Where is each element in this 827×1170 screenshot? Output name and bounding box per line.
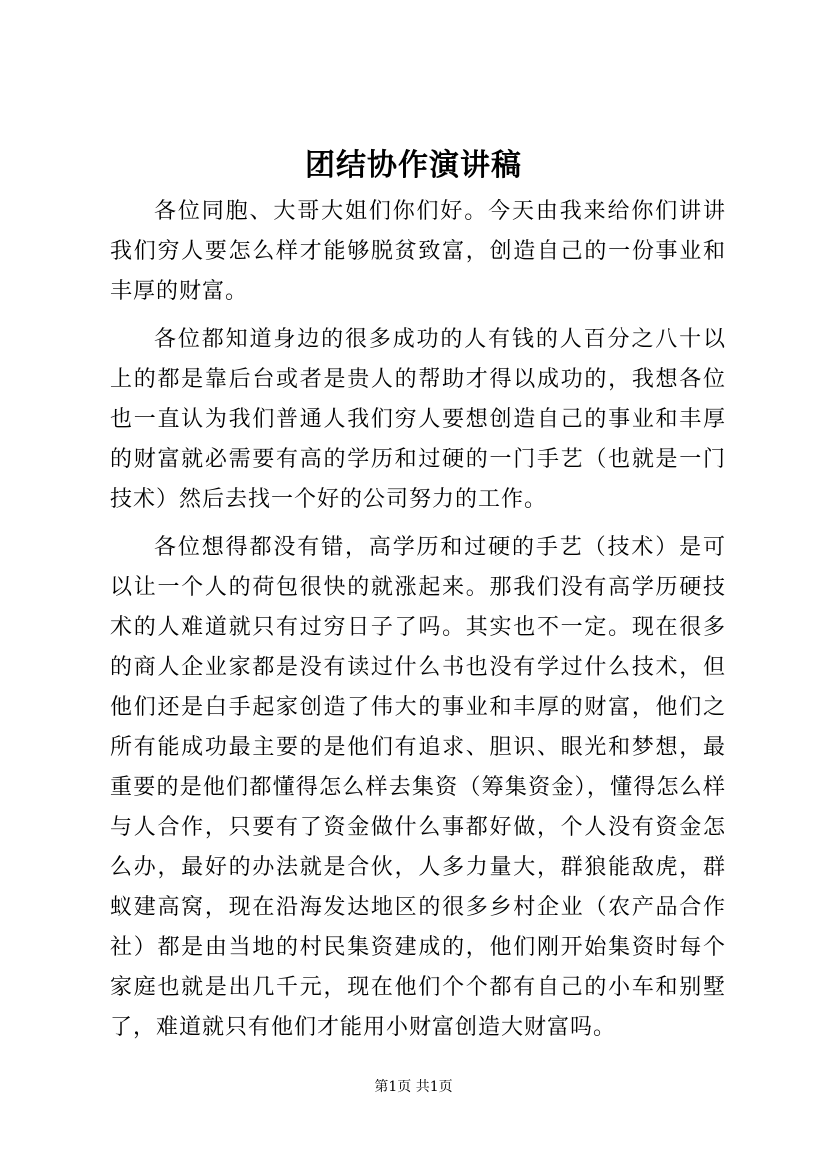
page-number-footer: 第1页 共1页: [374, 1079, 453, 1095]
document-title: 团结协作演讲稿: [305, 148, 522, 183]
paragraph-1: 各位同胞、大哥大姐们你们好。今天由我来给你们讲讲我们穷人要怎么样才能够脱贫致富，创造自己的一份事业和丰厚的财富。: [110, 199, 726, 304]
paragraph-2: 各位都知道身边的很多成功的人有钱的人百分之八十以上的都是靠后台或者是贵人的帮助才得以成功的，我想各位也一直认为我们普通人我们穷人要想创造自己的事业和丰厚的财富就必需要有高的学历和过硬的一门手艺（也就是一门技术）然后去找一个好的公司努力的工作。: [110, 327, 726, 512]
paragraph-3: 各位想得都没有错，高学历和过硬的手艺（技术）是可以让一个人的荷包很快的就涨起来。那我们没有高学历硬技术的人难道就只有过穷日子了吗。其实也不一定。现在很多的商人企业家都是没有读过什么书也没有学过什么技术，但他们还是白手起家创造了伟大的事业和丰厚的财富，他们之所有能成功最主要的是他们有追求、胆识、眼光和梦想，最重要的是他们都懂得怎么样去集资（筹集资金），懂得怎么样与人合作，只要有了资金做什么事都好做，个人没有资金怎么办，最好的办法就是合伙，人多力量大，群狼能敌虎，群蚁建高窝，现在沿海发达地区的很多乡村企业（农产品合作社）都是由当地的村民集资建成的，他们刚开始集资时每个家庭也就是出几千元，现在他们个个都有自己的小车和别墅了，难道就只有他们才能用小财富创造大财富吗。: [110, 535, 726, 1040]
document-body: [110, 192, 726, 1048]
